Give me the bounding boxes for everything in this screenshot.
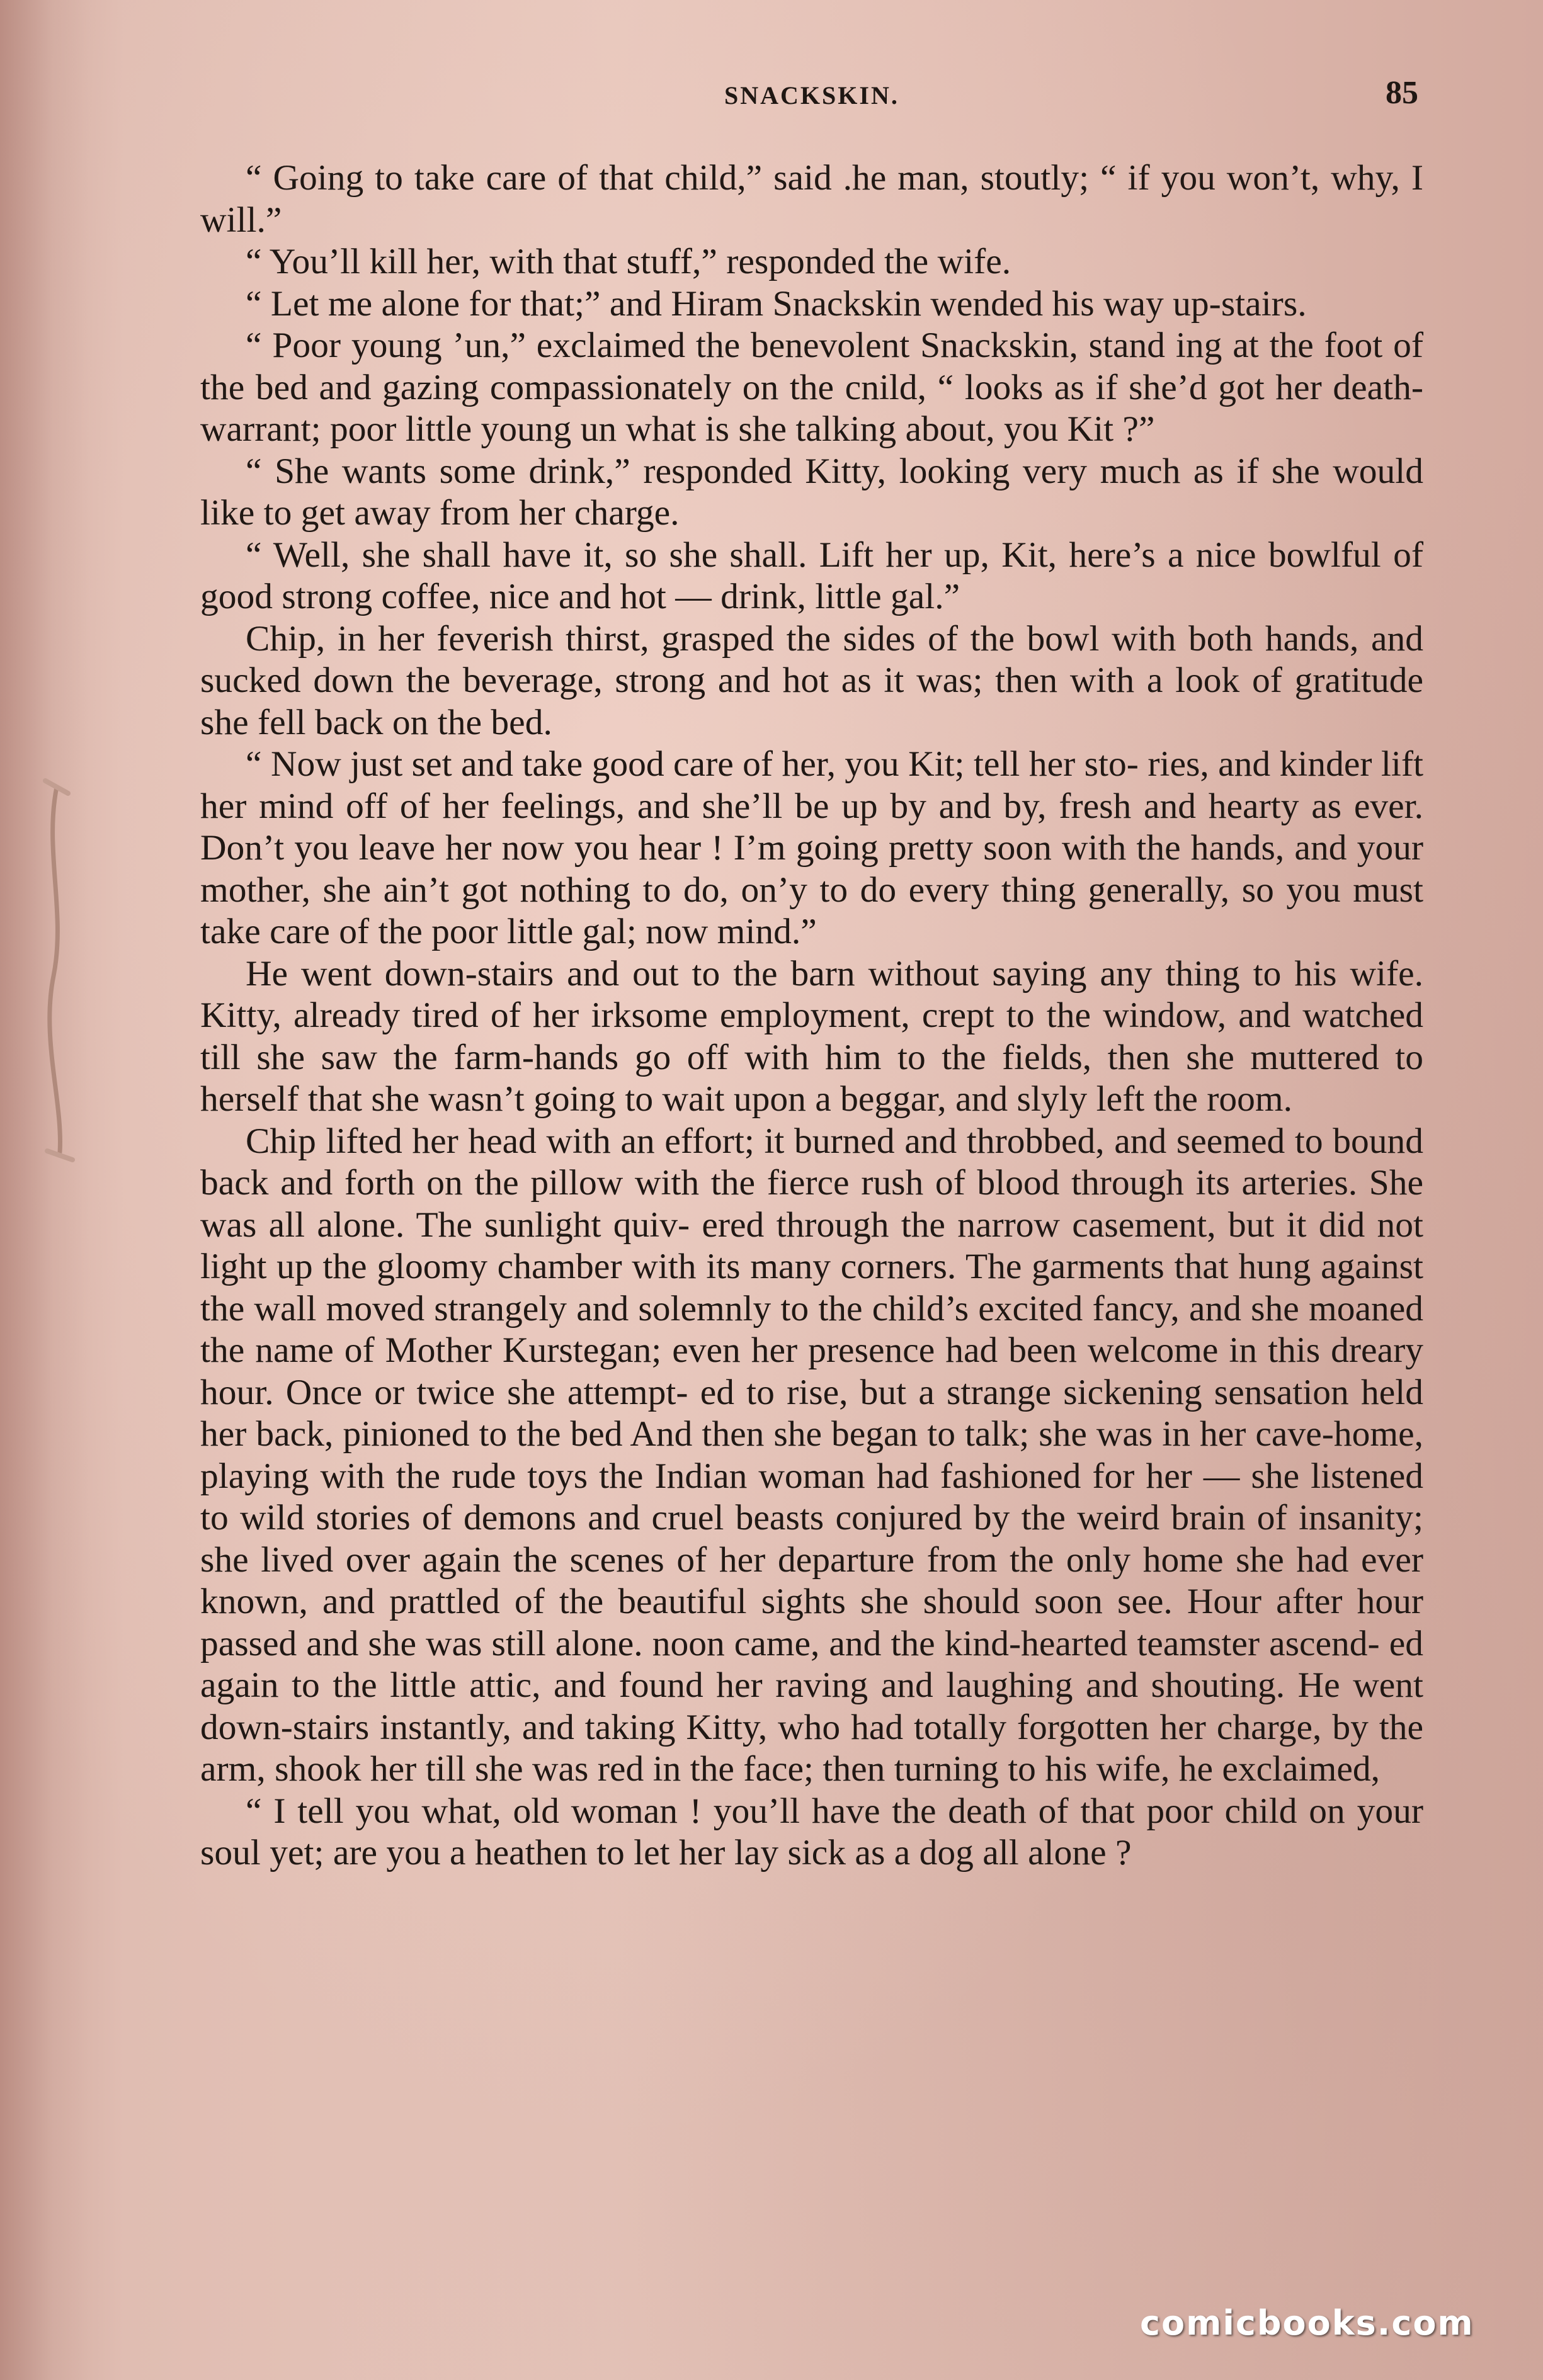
site-watermark: comicbooks.com (1140, 2303, 1474, 2343)
running-head: SNACKSKIN. (724, 81, 899, 110)
paragraph: “ Going to take care of that child,” said .he man, stoutly; “ if you won’t, why, I will.” (200, 158, 1423, 240)
paragraph: “ You’ll kill her, with that stuff,” responded the wife. (246, 242, 1011, 281)
page-gutter-shadow (0, 0, 88, 2380)
paragraph: “ Now just set and take good care of her, you Kit; tell her sto- ries, and kinder lift her mind off of her feelings, and she’ll be up by and by, fresh and hearty as ever. Don’t you leave her now you hear ! I’m going pretty soon with the hands, and your mother, she ain’t got nothing to do, on’y to do every thing generally, so you must take care of the poor little gal; now mind.” (200, 744, 1423, 951)
binding-thread (38, 774, 76, 1165)
paragraph: “ Well, she shall have it, so she shall. Lift her up, Kit, here’s a nice bowlful of good strong coffee, nice and hot — drink, little gal.” (200, 535, 1423, 616)
paragraph: Chip lifted her head with an effort; it burned and throbbed, and seemed to bound back and forth on the pillow with the fierce rush of blood through its arteries. She was all alone. The sunlight quiv- ered through the narrow casement, but it did not light up the gloomy chamber with its many corners. The garments that hung against the wall moved strangely and solemnly to the child’s excited fancy, and she moaned the name of Mother Kurstegan; even her presence had been welcome in this dreary hour. Once or twice she attempt- ed to rise, but a strange sickening sensation held her back, pinioned to the bed And then she began to talk; she was in her cave-home, playing with the rude toys the Indian woman had fashioned for her — she listened to wild stories of demons and cruel beasts conjured by the weird brain of insanity; she lived over again the scenes of her departure from the only home she had ever known, and prattled of the beautiful sights she should soon see. Hour after hour passed and she was still alone. noon came, and the kind-hearted teamster ascend- ed again to the little attic, and found her raving and laughing and shouting. He went down-stairs instantly, and taking Kitty, who had totally forgotten her charge, by the arm, shook her till she was red in the face; then turning to his wife, he exclaimed, (200, 1121, 1423, 1789)
paragraph: “ I tell you what, old woman ! you’ll have the death of that poor child on your soul yet; are you a heathen to let her lay sick as a dog all alone ? (200, 1791, 1423, 1873)
paragraph: “ She wants some drink,” responded Kitty, looking very much as if she would like to get away from her charge. (200, 451, 1423, 533)
page-number: 85 (1386, 75, 1418, 111)
paragraph: He went down-stairs and out to the barn without saying any thing to his wife. Kitty, already tired of her irksome employment, crept to the window, and watched till she saw the farm-hands go off with him to the fields, then she muttered to herself that she wasn’t going to wait upon a beggar, and slyly left the room. (200, 953, 1423, 1119)
paragraph: Chip, in her feverish thirst, grasped the sides of the bowl with both hands, and sucked down the beverage, strong and hot as it was; then with a look of gratitude she fell back on the bed. (200, 618, 1423, 742)
paragraph: “ Poor young ’un,” exclaimed the benevolent Snackskin, stand ing at the foot of the bed and gazing compassionately on the cnild, “ looks as if she’d got her death-warrant; poor little young un what is she talking about, you Kit ?” (200, 326, 1423, 449)
body-text (200, 157, 1423, 1874)
paragraph: “ Let me alone for that;” and Hiram Snackskin wended his way up-stairs. (246, 283, 1307, 324)
